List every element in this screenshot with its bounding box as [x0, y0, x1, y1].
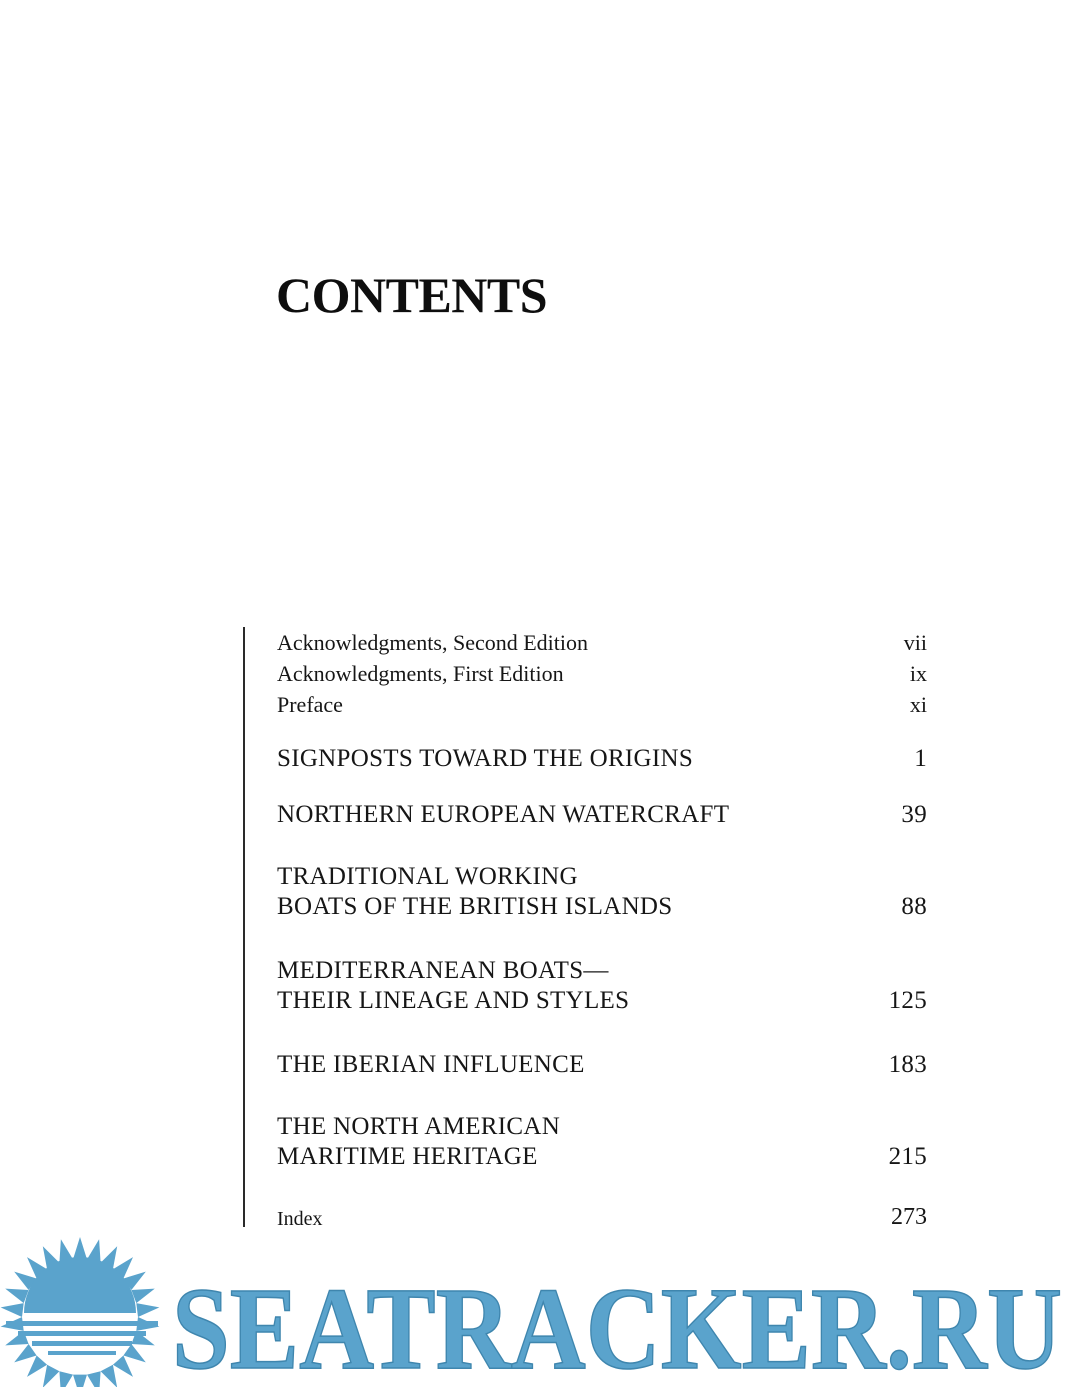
toc-chapter-6[interactable] — [277, 1113, 927, 1171]
toc-chapter-title-line: BOATS OF THE BRITISH ISLANDS — [277, 893, 673, 920]
margin-rule — [243, 627, 245, 1227]
toc-entry-preface[interactable] — [277, 692, 927, 718]
toc-chapter-page: 88 — [901, 893, 927, 920]
toc-entry-page: vii — [903, 630, 927, 655]
toc-chapter-4[interactable] — [277, 957, 927, 1015]
toc-chapter-title-line: THE IBERIAN INFLUENCE — [277, 1051, 585, 1078]
watermark — [0, 1225, 1080, 1387]
toc-chapter-page: 1 — [914, 745, 927, 772]
toc-chapter-2[interactable] — [277, 801, 927, 829]
toc-chapter-page: 183 — [888, 1051, 927, 1078]
toc-entry-label: Index — [277, 1208, 323, 1230]
toc-entry-page: ix — [909, 661, 927, 686]
toc-chapter-title-line: NORTHERN EUROPEAN WATERCRAFT — [277, 801, 730, 828]
toc-chapter-title-line: MARITIME HERITAGE — [277, 1143, 538, 1170]
toc-chapter-page: 39 — [901, 801, 927, 828]
toc-entry-ack-first[interactable] — [277, 661, 927, 687]
toc-chapter-3[interactable] — [277, 863, 927, 921]
toc-chapter-title-line: THEIR LINEAGE AND STYLES — [277, 987, 630, 1014]
toc-chapter-title-line: THE NORTH AMERICAN — [277, 1113, 561, 1140]
toc-chapter-page: 125 — [888, 987, 927, 1014]
sun-logo-icon — [1, 1237, 160, 1387]
toc-chapter-title-line: MEDITERRANEAN BOATS— — [277, 957, 609, 984]
toc-entry-label: Preface — [277, 692, 343, 717]
toc-entry-page: 273 — [891, 1204, 927, 1230]
watermark-text: SEATRACKER.RU — [172, 1263, 1062, 1387]
toc-chapter-5[interactable] — [277, 1051, 927, 1079]
toc-entry-label: Acknowledgments, Second Edition — [277, 630, 589, 655]
toc-entry-ack-second[interactable] — [277, 630, 927, 656]
toc-entry-label: Acknowledgments, First Edition — [277, 661, 564, 686]
toc-chapter-page: 215 — [888, 1143, 927, 1170]
toc-chapter-1[interactable] — [277, 745, 927, 773]
page-title: CONTENTS — [276, 267, 548, 323]
toc-entry-page: xi — [909, 692, 927, 717]
toc-chapter-title-line: TRADITIONAL WORKING — [277, 863, 578, 890]
toc-chapter-title-line: SIGNPOSTS TOWARD THE ORIGINS — [277, 745, 694, 772]
